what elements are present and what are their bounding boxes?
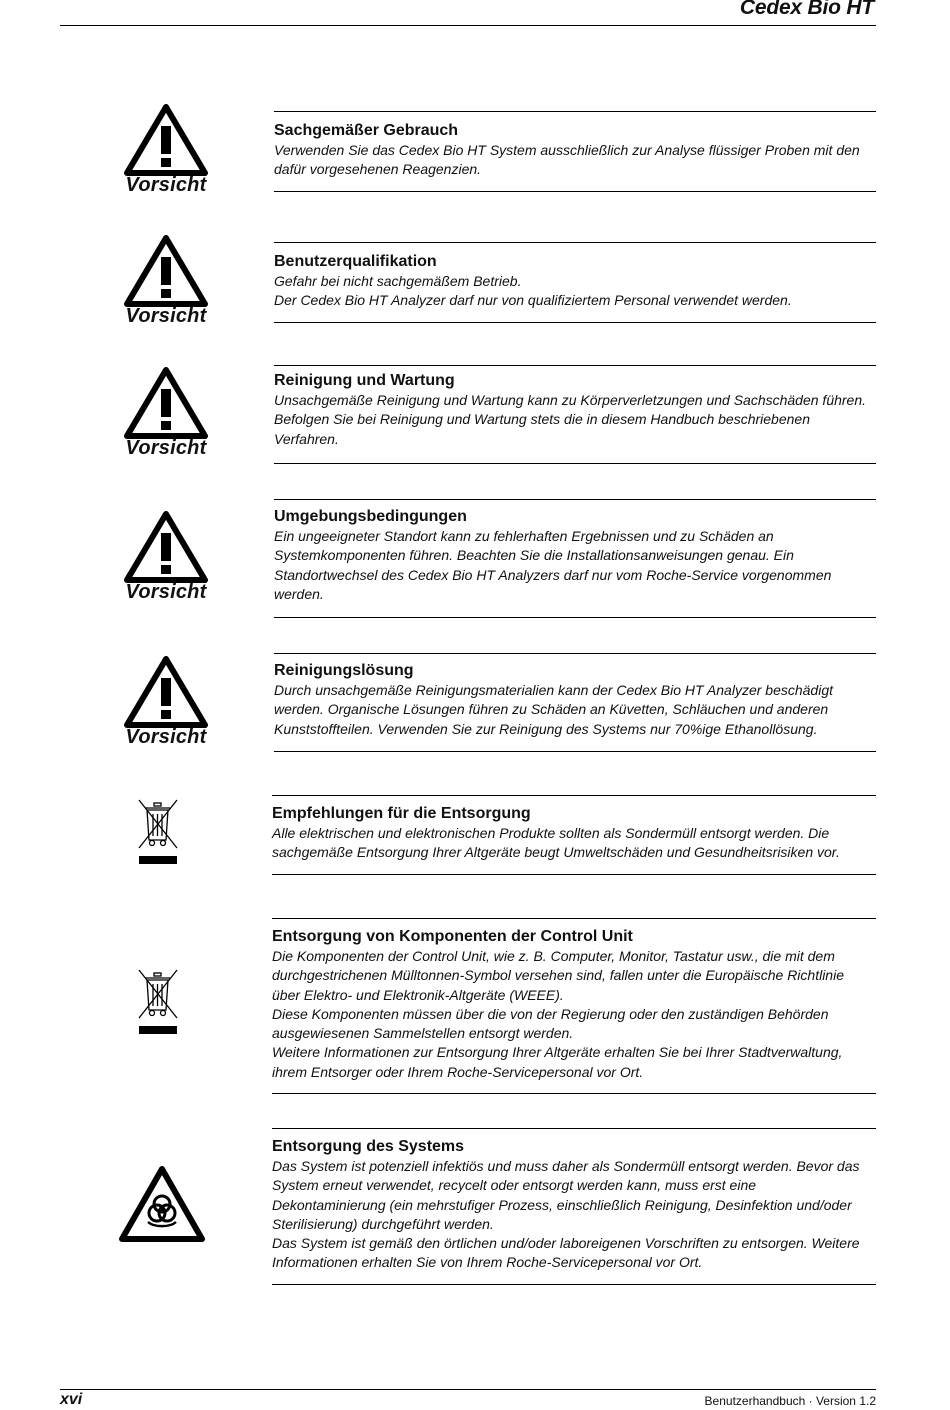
page-number: xvi [60, 1391, 83, 1408]
weee-crossed-bin-icon [135, 968, 180, 1038]
caution-label: Vorsicht [125, 437, 207, 459]
section-text [272, 795, 876, 875]
section-title: Empfehlungen für die Entsorgung [272, 805, 531, 822]
section-text [272, 918, 876, 1094]
section-title: Entsorgung von Komponenten der Control Unit [272, 928, 633, 945]
section-text [274, 365, 876, 464]
caution-icon [124, 511, 208, 607]
page-footer [60, 1389, 876, 1410]
section-text [274, 111, 876, 192]
section-body: Das System ist potenziell infektiös und muss daher als Sondermüll entsorgt werden. Bevor das System erneut verwendet, recycelt oder entsorgt werden kann, muss erst eine Dekontaminierung (ein mehrstufiger Prozess, einschließlich Reinigung, Desinfektion und/oder Sterilisierung) durchgeführt werden. Das System ist gemäß den örtlichen und/oder laboreigenen Vorschriften zu entsorgen. Weitere Informationen erhalten Sie von Ihrem Roche-Servicepersonal vor Ort. [272, 1158, 860, 1271]
section-title: Sachgemäßer Gebrauch [274, 122, 459, 139]
section-title: Reinigung und Wartung [274, 372, 455, 389]
section-text [274, 499, 876, 618]
caution-label: Vorsicht [125, 581, 207, 603]
section-body: Unsachgemäße Reinigung und Wartung kann zu Körperverletzungen und Sachschäden führen. Befolgen Sie bei Reinigung und Wartung stets die in diesem Handbuch beschriebenen Verfahren. [274, 392, 867, 447]
section-title: Reinigungslösung [274, 662, 414, 679]
section-body: Verwenden Sie das Cedex Bio HT System ausschließlich zur Analyse flüssiger Proben mit den dafür vorgesehenen Reagenzien. [274, 142, 860, 178]
section-body: Gefahr bei nicht sachgemäßem Betrieb. Der Cedex Bio HT Analyzer darf nur von qualifiziertem Personal verwendet werden. [274, 273, 792, 309]
caution-label: Vorsicht [125, 726, 207, 748]
section-body: Alle elektrischen und elektronischen Produkte sollten als Sondermüll entsorgt werden. Die sachgemäße Entsorgung Ihrer Altgeräte beugt Umweltschäden und Gesundheitsrisiken vor. [272, 825, 840, 861]
weee-crossed-bin-icon [135, 798, 180, 868]
section-text [274, 242, 876, 323]
caution-label: Vorsicht [125, 305, 207, 327]
page-header [60, 0, 876, 26]
section-text [274, 653, 876, 752]
biohazard-icon [118, 1164, 206, 1244]
caution-icon [124, 104, 208, 200]
section-title: Benutzerqualifikation [274, 253, 437, 270]
caution-icon [124, 656, 208, 752]
caution-icon [124, 235, 208, 331]
section-title: Umgebungsbedingungen [274, 508, 467, 525]
caution-icon [124, 367, 208, 463]
caution-label: Vorsicht [125, 174, 207, 196]
document-title: Cedex Bio HT [739, 0, 874, 19]
section-body: Ein ungeeigneter Standort kann zu fehlerhaften Ergebnissen und zu Schäden an Systemkomponenten führen. Beachten Sie die Installationsanweisungen genau. Ein Standortwechsel des Cedex Bio HT Analyzers darf nur vom Roche-Service vorgenommen werden. [274, 528, 832, 602]
section-body: Die Komponenten der Control Unit, wie z. B. Computer, Monitor, Tastatur usw., die mit dem durchgestrichenen Mülltonnen-Symbol versehen sind, fallen unter die Europäische Richtlinie über Elektro- und Elektronik-Altgeräte (WEEE). Diese Komponenten müssen über die von der Regierung oder den zuständigen Behörden ausgewiesenen Sammelstellen entsorgt werden. Weitere Informationen zur Entsorgung Ihrer Altgeräte erhalten Sie bei Ihrer Stadtverwaltung, ihrem Entsorger oder Ihrem Roche-Servicepersonal vor Ort. [272, 948, 844, 1080]
section-body: Durch unsachgemäße Reinigungsmaterialien kann der Cedex Bio HT Analyzer beschädigt werden. Organische Lösungen führen zu Schäden an Küvetten, Schläuchen und anderen Kunststoffteilen. Verwenden Sie zur Reinigung des Systems nur 70%ige Ethanollösung. [274, 682, 834, 737]
section-title: Entsorgung des Systems [272, 1138, 465, 1155]
footer-document-version: Benutzerhandbuch · Version 1.2 [704, 1394, 876, 1408]
section-text [272, 1128, 876, 1285]
